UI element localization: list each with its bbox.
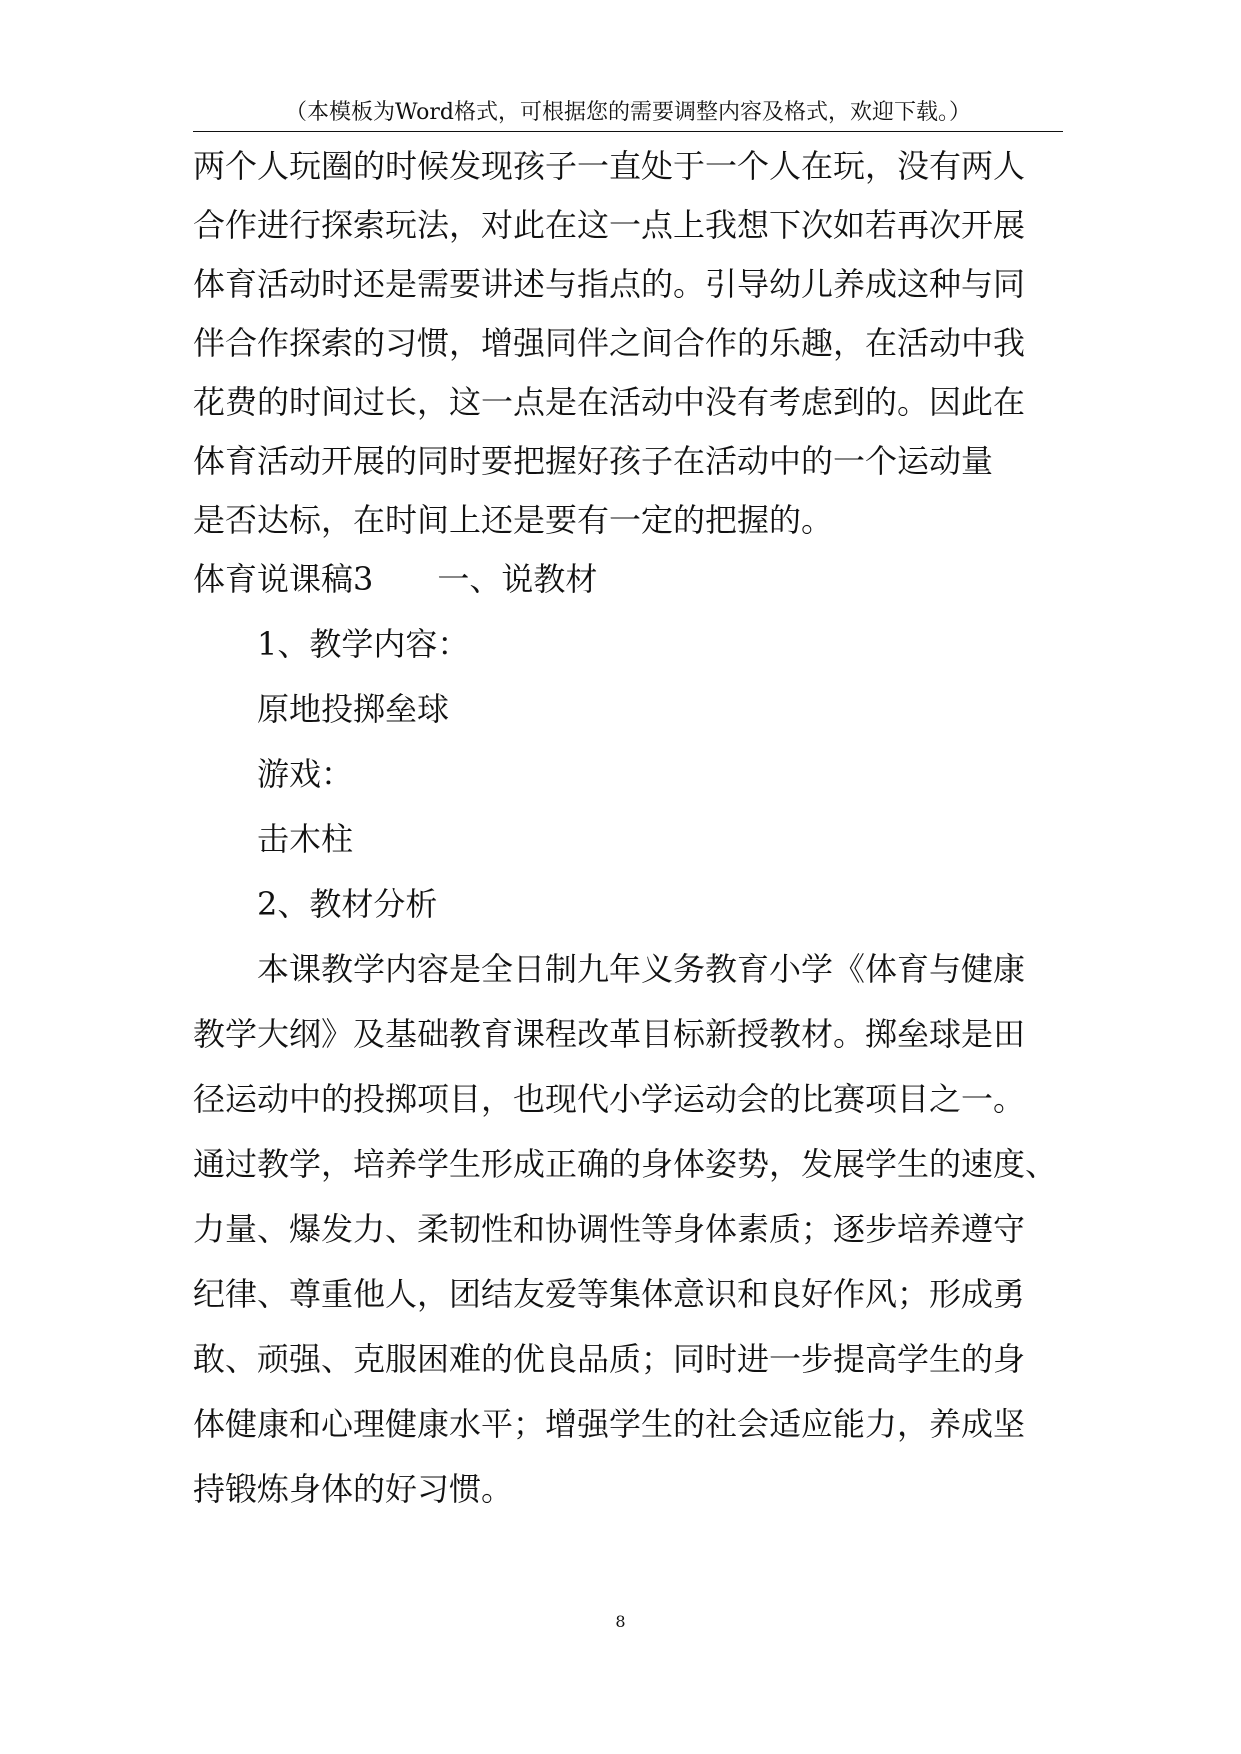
game-label: 游戏：: [257, 755, 354, 793]
analysis-line: 教学大纲》及基础教育课程改革目标新授教材。掷垒球是田: [193, 1015, 1026, 1053]
section-heading-row: [193, 557, 597, 601]
header-rule: [193, 131, 1063, 132]
page-number: 8: [615, 1612, 626, 1631]
section-title: 体育说课稿3: [193, 560, 374, 598]
paragraph-line: 体育活动开展的同时要把握好孩子在活动中的一个运动量: [193, 442, 994, 480]
game-content: 击木柱: [257, 820, 354, 858]
analysis-line: 持锻炼身体的好习惯。: [193, 1470, 514, 1508]
header-note: （本模板为Word格式，可根据您的需要调整内容及格式，欢迎下载。）: [285, 100, 971, 125]
analysis-line: 体健康和心理健康水平；增强学生的社会适应能力，养成坚: [193, 1405, 1026, 1443]
analysis-line: 敢、顽强、克服困难的优良品质；同时进一步提高学生的身: [193, 1340, 1026, 1378]
item2-label: 2、教材分析: [257, 885, 438, 923]
paragraph-line: 合作进行探索玩法，对此在这一点上我想下次如若再次开展: [193, 206, 1026, 244]
analysis-line: 通过教学，培养学生形成正确的身体姿势，发展学生的速度、: [193, 1145, 1058, 1183]
paragraph-line: 花费的时间过长，这一点是在活动中没有考虑到的。因此在: [193, 383, 1026, 421]
analysis-line: 径运动中的投掷项目，也现代小学运动会的比赛项目之一。: [193, 1080, 1026, 1118]
item1-content: 原地投掷垒球: [257, 690, 450, 728]
paragraph-line: 体育活动时还是需要讲述与指点的。引导幼儿养成这种与同: [193, 265, 1026, 303]
paragraph-line: 伴合作探索的习惯，增强同伴之间合作的乐趣，在活动中我: [193, 324, 1026, 362]
analysis-line: 纪律、尊重他人，团结友爱等集体意识和良好作风；形成勇: [193, 1275, 1026, 1313]
paragraph-line: 是否达标，在时间上还是要有一定的把握的。: [193, 501, 834, 539]
item1-label: 1、教学内容：: [257, 625, 470, 663]
analysis-line: 本课教学内容是全日制九年义务教育小学《体育与健康: [257, 950, 1026, 988]
paragraph-line: 两个人玩圈的时候发现孩子一直处于一个人在玩，没有两人: [193, 147, 1026, 185]
section-heading: 一、说教材: [437, 560, 598, 598]
analysis-line: 力量、爆发力、柔韧性和协调性等身体素质；逐步培养遵守: [193, 1210, 1026, 1248]
